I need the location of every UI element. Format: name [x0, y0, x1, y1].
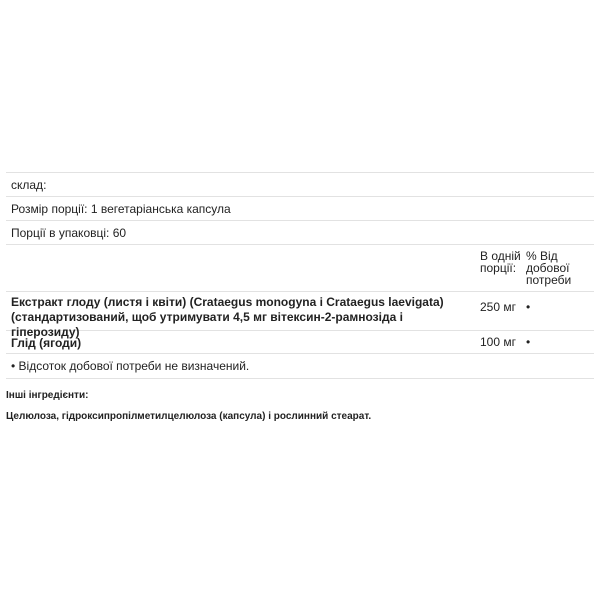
ingredient-name: Глід (ягоди) — [11, 336, 82, 350]
ingredient-amount: 250 мг — [480, 300, 516, 314]
ingredient-daily-value: • — [526, 300, 531, 314]
amount-per-serving-header: В одній порції: — [480, 249, 521, 275]
daily-value-footnote: • Відсоток добової потреби не визначений. — [11, 359, 250, 373]
table-row — [6, 292, 594, 339]
composition-row — [6, 173, 594, 197]
table-header-row — [6, 245, 594, 292]
serving-size-row — [6, 197, 594, 221]
ingredient-daily-value: • — [526, 335, 531, 349]
table-row — [6, 331, 594, 354]
other-ingredients-title: Інші інгредієнти: — [6, 390, 89, 401]
ingredient-name: Екстракт глоду (листя і квіти) (Crataegus monogyna і Crataegus laevigata) (стандартизований, щоб утримувати 4,5 мг вітексин-2-рамнозіда і гіперозиду) — [11, 295, 444, 339]
supplement-facts-table — [6, 172, 594, 379]
ingredient-amount: 100 мг — [480, 335, 516, 349]
serving-size-text: Розмір порції: 1 вегетаріанська капсула — [11, 202, 231, 216]
daily-value-header: % Від добової потреби — [526, 249, 572, 287]
servings-per-container-text: Порції в упаковці: 60 — [11, 226, 127, 240]
composition-label: склад: — [11, 178, 47, 192]
footnote-row — [6, 354, 594, 379]
other-ingredients-text: Целюлоза, гідроксипропілметилцелюлоза (капсула) і рослинний стеарат. — [6, 411, 372, 422]
servings-per-container-row — [6, 221, 594, 245]
